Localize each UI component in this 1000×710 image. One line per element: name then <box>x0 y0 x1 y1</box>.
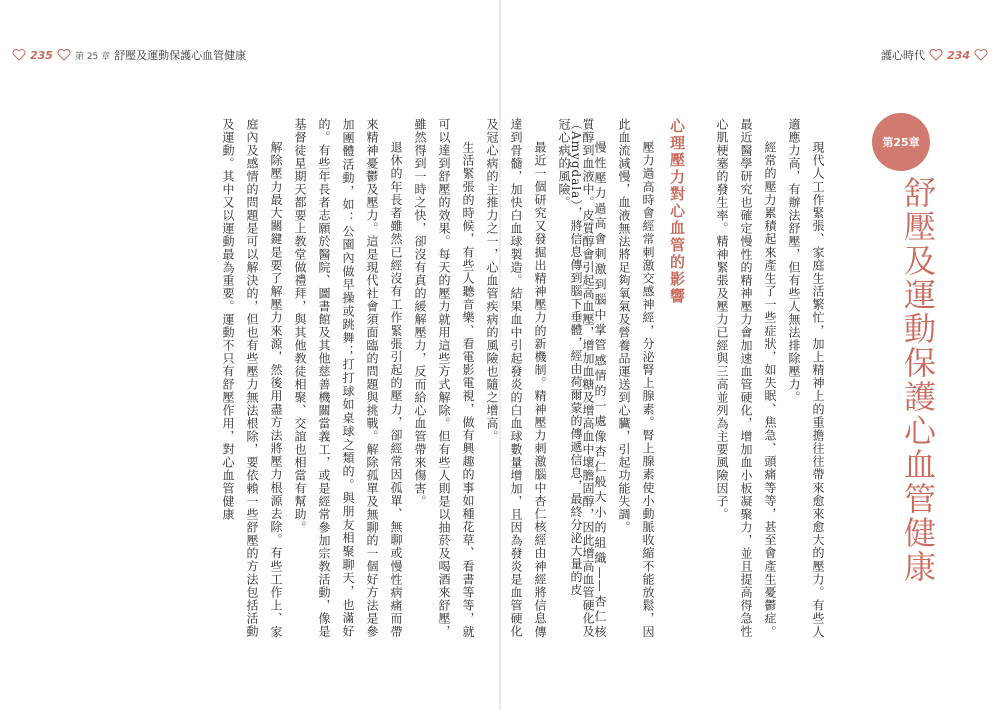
left-page-body <box>72 118 600 638</box>
heart-icon <box>929 49 943 61</box>
paragraph: 現代人工作緊張、家庭生活繁忙，加上精神上的重擔往往帶來愈來愈大的壓力。有些人適應力高，有辦法舒壓，但有些人無法排除壓力。 <box>787 118 825 638</box>
heart-icon <box>57 49 71 61</box>
right-running-header <box>881 46 988 64</box>
paragraph: 退休的年長者雖然已經沒有工作緊張引起的壓力，卻經常因孤單、無聊或慢性病痛而帶來精神憂鬱及壓力。這是現代社會須面臨的問題與挑戰。解除孤單及無聊的一個好方法是參加團體活動，如：公園內做早操或跳舞；打打球如桌球之類的。與朋友相聚聊天，也滿好的。有些年長者志願於醫院、圖書館及其他慈善機關當義工，或是經常參加宗教活動，像是基督徒星期天都要上教堂做禮拜，與其他教徒相聚、交誼也相當有幫助。 <box>293 118 403 638</box>
left-page-number: 235 <box>30 48 53 62</box>
right-page-number: 234 <box>947 48 970 62</box>
chapter-number-small: 第 25 章 <box>74 51 111 62</box>
section-heading <box>664 118 690 326</box>
paragraph: 經常的壓力累積起來產生了一些症狀，如失眠、焦急、頭痛等等，甚至會產生憂鬱症。最近醫學研究也確定慢性的精神壓力會加速血管硬化，增加血小板凝聚力，並且提高得急性心肌梗塞的發生率。精神緊張及壓力已經與三高並列為主要風險因子。 <box>715 118 777 638</box>
paragraph: 慢性壓力過高會刺激到腦中掌管感情的一處像杏仁般大小的組織——杏仁核（Amygdala），將信息傳到腦下垂體，經由荷爾蒙的傳遞信息，最終分泌大量的皮 <box>569 118 607 638</box>
paragraph: 壓力過高時會經常刺激交感神經，分泌腎上腺素。腎上腺素使小動脈收縮不能放鬆，因此血流減慢，血液無法將足夠氧氣及營養品運送到心臟，引起功能失調。 <box>617 118 655 638</box>
paragraph: 生活緊張的時候，有些人聽音樂、看電影電視，做有興趣的事如種花草、看書等等，就可以達到舒壓的效果。每天的壓力就用這些方式解除。但有些人則是以抽菸及喝酒來舒壓，雖然得到一時之快，卻沒有真的緩解壓力，反而給心血管帶來傷害。 <box>413 118 475 638</box>
chapter-badge: 第25章 <box>872 113 930 171</box>
heart-icon <box>12 49 26 61</box>
left-header-title: 舒壓及運動保護心血管健康 <box>114 49 247 62</box>
section-heading-text: 心理壓力對心血管的影響 <box>668 118 686 305</box>
heart-icon <box>974 49 988 61</box>
paragraph: 最近一個研究又發掘出精神壓力的新機制。精神壓力刺激腦中杏仁核經由神經將信息傳達到骨髓，加快白血球製造。結果血中引起發炎的白血球數量增加，且因為發炎是血管硬化及冠心病的主推力之一，心血管疾病的風險也隨之增高。 <box>485 118 547 638</box>
chapter-title: 舒壓及運動保護心血管健康 <box>899 176 937 584</box>
paragraph: 質醇到血液中。皮質醇會引起高血壓，增加血糖及增高血中壞膽固醇，因此增高血管硬化及冠心病的風險。 <box>557 118 595 638</box>
paragraph: 解除壓力最大關鍵是要了解壓力來源，然後用盡方法將壓力根源去除。有些工作上、家庭內及感情的問題是可以解決的，但也有些壓力無法根除，要依賴一些舒壓的方法包括活動及運動。其中又以運動最為重要。運動不只有舒壓作用，對心血管健康 <box>221 118 283 638</box>
left-running-header <box>12 46 246 64</box>
book-title: 護心時代 <box>881 49 926 62</box>
